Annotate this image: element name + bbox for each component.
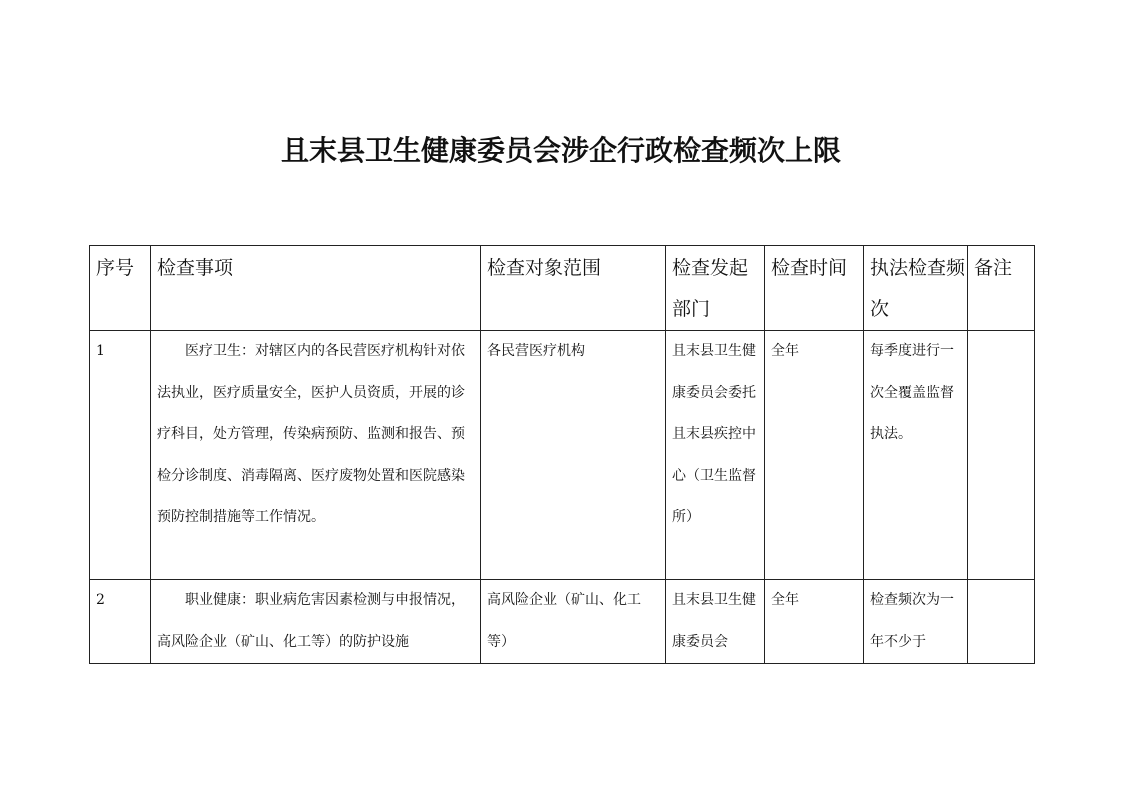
header-frequency: 执法检查频次 bbox=[864, 246, 968, 331]
row-department: 且末县卫生健康委员会 bbox=[666, 580, 765, 664]
header-no: 序号 bbox=[90, 246, 151, 331]
header-scope: 检查对象范围 bbox=[481, 246, 666, 331]
table-header-row bbox=[90, 246, 1035, 331]
row-no: 1 bbox=[90, 331, 151, 580]
inspection-table bbox=[89, 245, 1035, 664]
row-item: 医疗卫生：对辖区内的各民营医疗机构针对依法执业，医疗质量安全，医护人员资质，开展的诊疗科目，处方管理，传染病预防、监测和报告、预检分诊制度、消毒隔离、医疗废物处置和医院感染预防控制措施等工作情况。 bbox=[151, 331, 481, 580]
row-scope: 高风险企业（矿山、化工等） bbox=[481, 580, 666, 664]
row-scope: 各民营医疗机构 bbox=[481, 331, 666, 580]
row-frequency: 每季度进行一次全覆盖监督执法。 bbox=[864, 331, 968, 580]
header-time: 检查时间 bbox=[765, 246, 864, 331]
row-frequency: 检查频次为一年不少于 bbox=[864, 580, 968, 664]
document-title: 且末县卫生健康委员会涉企行政检查频次上限 bbox=[280, 134, 841, 167]
row-remark bbox=[968, 580, 1035, 664]
header-remark: 备注 bbox=[968, 246, 1035, 331]
table-row bbox=[90, 331, 1035, 580]
header-department: 检查发起部门 bbox=[666, 246, 765, 331]
row-no: 2 bbox=[90, 580, 151, 664]
row-time: 全年 bbox=[765, 331, 864, 580]
row-item: 职业健康：职业病危害因素检测与申报情况，高风险企业（矿山、化工等）的防护设施 bbox=[151, 580, 481, 664]
row-remark bbox=[968, 331, 1035, 580]
row-department: 且末县卫生健康委员会委托且末县疾控中心（卫生监督所） bbox=[666, 331, 765, 580]
table-row bbox=[90, 580, 1035, 664]
row-time: 全年 bbox=[765, 580, 864, 664]
header-item: 检查事项 bbox=[151, 246, 481, 331]
